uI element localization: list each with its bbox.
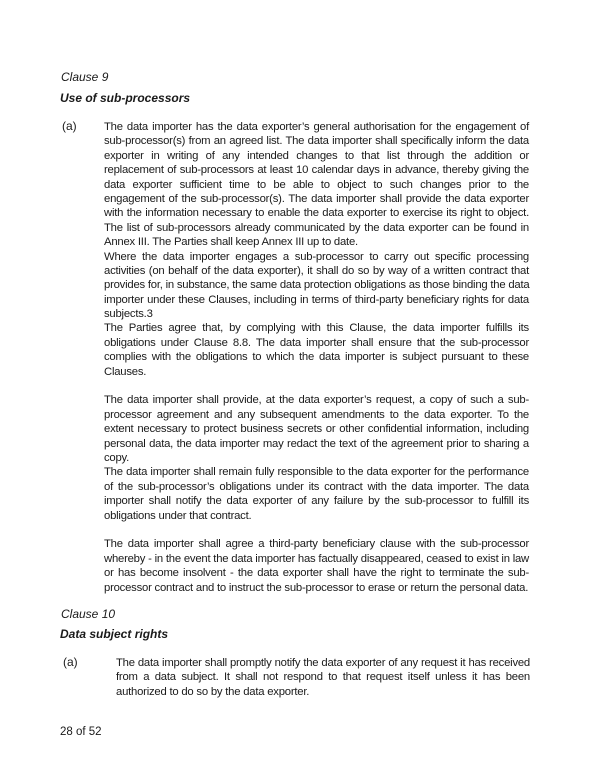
text-line: of the sub-processor’s obligations under its contract with the data importer. The data <box>104 480 529 493</box>
text-line: replacement of sub-processors at least 10 calendar days in advance, thereby giving the <box>104 164 529 177</box>
clause-10-body <box>116 656 530 699</box>
text-line: copy. <box>104 451 130 464</box>
text-line: extent necessary to protect business secrets or other confidential information, including <box>104 423 529 436</box>
text-line: exporter in writing of any intended changes to that list through the addition or <box>104 149 529 162</box>
text-line: Clauses. <box>104 365 147 378</box>
clause-9-title: Use of sub-processors <box>60 91 191 105</box>
text-line: complies with the obligations to which the data importer is subject pursuant to these <box>104 351 529 364</box>
text-line: The data importer shall provide, at the data exporter’s request, a copy of such a sub- <box>104 394 529 407</box>
text-line: processor agreement and any subsequent amendments to the data exporter. To the <box>104 408 529 421</box>
text-line: or has become insolvent - the data exporter shall have the right to terminate the sub- <box>104 567 529 580</box>
paragraph <box>104 250 529 322</box>
clause-9-body <box>104 120 529 595</box>
paragraph-spacer <box>104 379 529 393</box>
text-line: Annex III. The Parties shall keep Annex III up to date. <box>104 236 358 249</box>
paragraph-spacer <box>104 523 529 537</box>
paragraph <box>104 393 529 465</box>
text-line: personal data, the data importer may redact the text of the agreement prior to sharing a <box>104 437 529 450</box>
clause-10-title: Data subject rights <box>60 627 169 641</box>
text-line: obligations under that contract. <box>104 509 252 522</box>
text-line: provides for, in substance, the same data protection obligations as those binding the data <box>104 279 530 292</box>
text-line: data exporter sufficient time to be able to object to such changes prior to the <box>104 178 529 191</box>
text-line: importer under these Clauses, including in terms of third-party beneficiary rights for data <box>104 293 529 306</box>
paragraph <box>104 120 529 250</box>
text-line: with the information necessary to enable the data exporter to exercise its right to object. <box>104 207 529 220</box>
clause-10-item-label: (a) <box>63 655 78 669</box>
paragraph <box>104 537 529 595</box>
text-line: The Parties agree that, by complying with this Clause, the data importer fulfills its <box>104 322 529 335</box>
clause-10-label: Clause 10 <box>61 607 116 621</box>
paragraph <box>104 321 529 393</box>
clause-9-item-label: (a) <box>62 119 77 133</box>
text-line: from a data subject. It shall not respond to that request itself unless it has been <box>116 671 530 684</box>
text-line: The list of sub-processors already communicated by the data exporter can be found in <box>104 221 529 234</box>
paragraph <box>104 465 529 537</box>
text-line: whereby - in the event the data importer has factually disappeared, ceased to exist in law <box>104 552 529 565</box>
text-line: The data importer shall remain fully responsible to the data exporter for the performance <box>104 466 529 479</box>
text-line: The data importer shall promptly notify the data exporter of any request it has received <box>116 657 530 669</box>
text-line: obligations under Clause 8.8. The data importer shall ensure that the sub-processor <box>104 336 529 349</box>
text-line: importer shall notify the data exporter of any failure by the sub-processor to fulfill its <box>104 495 529 508</box>
text-line: sub-processor(s) from an agreed list. The data importer shall specifically inform the data <box>104 135 529 148</box>
paragraph <box>116 656 530 699</box>
text-line: The data importer shall agree a third-party beneficiary clause with the sub-processor <box>104 538 529 551</box>
text-line: The data importer has the data exporter’s general authorisation for the engagement of <box>104 121 529 133</box>
text-line: engagement of the sub-processor(s). The data importer shall provide the data exporter <box>104 192 529 205</box>
text-line: Where the data importer engages a sub-processor to carry out specific processing <box>104 250 529 263</box>
text-line: processor contract and to instruct the sub-processor to erase or return the personal data. <box>104 581 529 594</box>
text-line: activities (on behalf of the data exporter), it shall do so by way of a written contract that <box>104 264 529 277</box>
text-line: subjects.3 <box>104 308 153 321</box>
clause-9-label: Clause 9 <box>61 70 109 84</box>
page-number: 28 of 52 <box>60 726 102 738</box>
text-line: authorized to do so by the data exporter. <box>116 685 310 698</box>
